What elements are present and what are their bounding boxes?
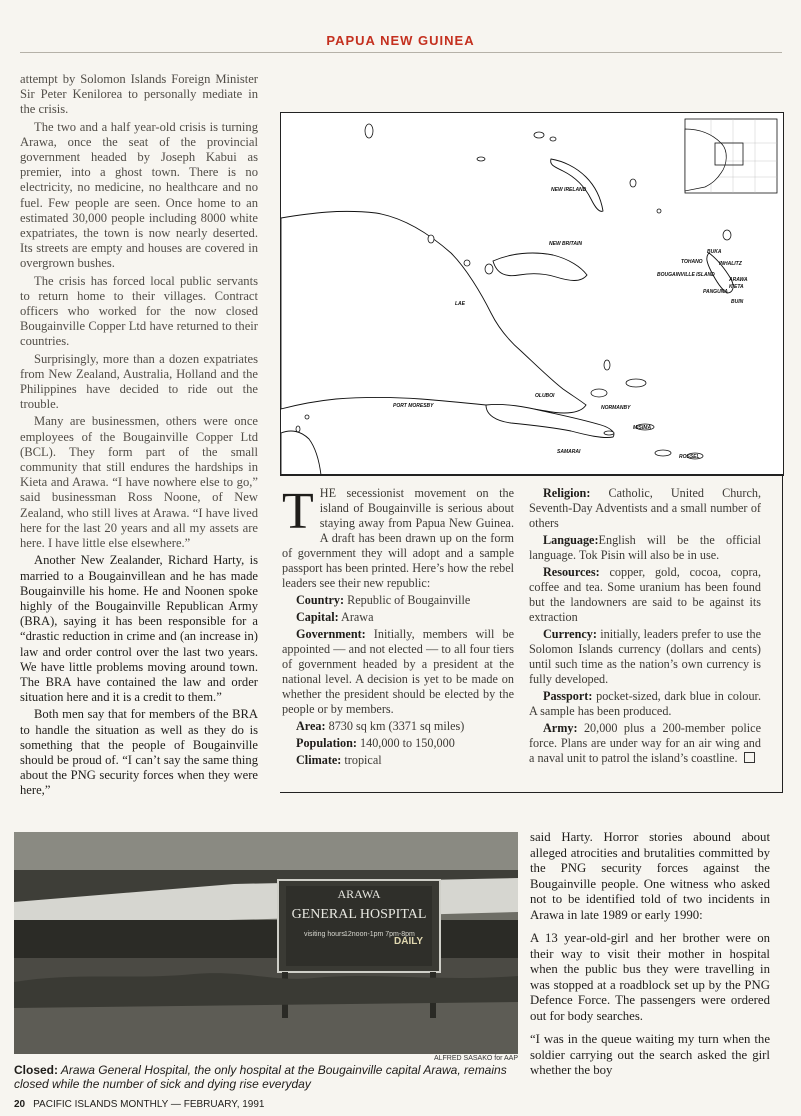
paragraph: Another New Zealander, Richard Harty, is married to a Bougainvillean and he has made Bougainville his home. He and Noonen spoke highly of the Bougainville Republican Army (BRA), saying it has been responsible for a “drastic reduction in crime and (an increase in) law and order control over the last two years. We have little problems moving around town. The BRA have contained the law and order situation here and it is a credit to them.” [20, 553, 258, 705]
map-papua-new-guinea [280, 112, 784, 476]
map-label: TOHANO [681, 259, 703, 265]
sidebar-column-left [282, 483, 514, 770]
map-label: BOUGAINVILLE ISLAND [657, 272, 715, 278]
sign-times: 12noon-1pm 7pm-8pm [344, 931, 415, 938]
hospital-photo [14, 832, 518, 1054]
article-column-4 [530, 830, 770, 1087]
page-header-title: PAPUA NEW GUINEA [326, 33, 475, 48]
sidebar-right-rule [782, 474, 783, 793]
map-label: LAE [455, 301, 465, 307]
map-label: SAMARAI [557, 449, 581, 455]
map-label: BUKA [707, 249, 722, 255]
map-label: NEW BRITAIN [549, 241, 582, 247]
photo-credit: ALFRED SASAKO for AAP [433, 1055, 518, 1062]
paragraph: said Harty. Horror stories abound about alleged atrocities and brutalities committed by the PNG security forces against the Bougainville people. One witness who asked not to be identified told of two incidents in Arawa in late 1989 or early 1990: [530, 830, 770, 922]
map-label: NORMANBY [601, 405, 631, 411]
map-label: PANGUNA [703, 289, 728, 295]
page-number: 20 [14, 1099, 26, 1110]
sidebar-column-right [529, 486, 761, 768]
fact-government: Government: Initially, members will be appointed — and not elected — to all four tiers of government headed by a president at the national level. A decision is yet to be made on whether the president should be elected by the people or by members. [282, 627, 514, 716]
paragraph: The crisis has forced local public servants to return home to their villages. Contract officers who worked for the now closed Bougainville Copper Ltd have returned to their countries. [20, 273, 258, 349]
map-label: KIETA [729, 284, 744, 290]
sign-general-hospital: GENERAL HOSPITAL [291, 907, 427, 922]
map-label: ARAWA [729, 277, 748, 283]
fact-language: Language:English will be the official language. Tok Pisin will also be in use. [529, 533, 761, 562]
end-mark-icon [744, 752, 755, 763]
sign-arawa: ARAWA [337, 887, 381, 901]
paragraph: Many are businessmen, others were once employees of the Bougainville Copper Ltd (BCL). They form part of the small community that still endures the hardships in Kieta and Arawa. “I have nowhere else to go,” said businessman Ross Noone, of New Zealand, who still lives at Arawa. “I have lived here for the last 20 years and all my assets are here. I have little else elsewhere.” [20, 414, 258, 551]
header-rule [20, 52, 782, 53]
sign-visiting-hours: visiting hours [304, 931, 345, 938]
sidebar-intro: THE secessionist movement on the island of Bougainville is serious about staying away from Papua New Guinea. A draft has been drawn up on the form of government they will adopt and a sample passport has been printed. Here’s how the rebel leaders see their new republic: [282, 483, 514, 590]
paragraph: A 13 year-old-girl and her brother were on their way to visit their mother in hospital when the public bus they were travelling in was stopped at a roadblock set up by the PNG Defence Force. The passengers were ordered out for body searches. [530, 931, 770, 1023]
fact-passport: Passport: pocket-sized, dark blue in colour. A sample has been produced. [529, 689, 761, 718]
photo-caption: Closed: Arawa General Hospital, the only hospital at the Bougainville capital Arawa, remains closed while the number of sick and dying rise everyday [14, 1063, 507, 1091]
fact-capital: Capital: Arawa [296, 610, 374, 624]
page-footer [14, 1099, 514, 1110]
sidebar-bottom-rule [280, 792, 783, 793]
map-label: BUIN [731, 299, 744, 305]
fact-population: Population: 140,000 to 150,000 [296, 736, 455, 750]
paragraph: Surprisingly, more than a dozen expatriates from New Zealand, Australia, Holland and the Philippines have decided to ride out the trouble. [20, 351, 258, 412]
sidebar-top-rule [280, 474, 783, 475]
fact-area: Area: 8730 sq km (3371 sq miles) [296, 719, 465, 733]
drop-cap: T [282, 483, 314, 540]
publication-line: PACIFIC ISLANDS MONTHLY — FEBRUARY, 1991 [33, 1099, 265, 1110]
map-label: INHALITZ [719, 261, 742, 267]
paragraph: The two and a half year-old crisis is turning Arawa, once the seat of the provincial government headed by Joseph Kabui as premier, into a ghost town. There is no electricity, no medicine, no healthcare and no fuel. Few people are seen. Once home to an estimated 30,000 people including 8000 white expatriates, the town is now nearly deserted. Its streets are empty and houses are covered in overgrown bushes. [20, 119, 258, 271]
paragraph: Both men say that for members of the BRA to handle the situation as well as they do is something that the people of Bougainville should be proud of. “I can’t say the same thing about the PNG security forces when they were here,” [20, 707, 258, 798]
paragraph: attempt by Solomon Islands Foreign Minister Sir Peter Kenilorea to personally mediate in the crisis. [20, 72, 258, 117]
fact-currency: Currency: initially, leaders prefer to use the Solomon Islands currency (dollars and cents) until such time as the nation’s own currency is fully developed. [529, 627, 761, 686]
sign-daily: DAILY [394, 936, 424, 947]
paragraph: “I was in the queue waiting my turn when the soldier carrying out the search asked the girl whether the boy [530, 1032, 770, 1077]
map-label: ROSSEL [679, 454, 700, 460]
fact-resources: Resources: copper, gold, cocoa, copra, coffee and tea. Some uranium has been found but the landowners are said to be against its extraction [529, 565, 761, 624]
map-label: MISIMA [633, 425, 652, 431]
map-label: NEW IRELAND [551, 187, 587, 193]
fact-army: Army: 20,000 plus a 200-member police force. Plans are under way for an air wing and a naval unit to patrol the island’s coastline. [529, 721, 761, 765]
fact-climate: Climate: tropical [296, 753, 382, 767]
fact-country: Country: Republic of Bougainville [296, 593, 471, 607]
map-label: OLUBOI [535, 393, 555, 399]
map-label: PORT MORESBY [393, 403, 434, 409]
article-column-1 [20, 72, 258, 801]
fact-religion: Religion: Catholic, United Church, Seventh-Day Adventists and a small number of others [529, 486, 761, 530]
